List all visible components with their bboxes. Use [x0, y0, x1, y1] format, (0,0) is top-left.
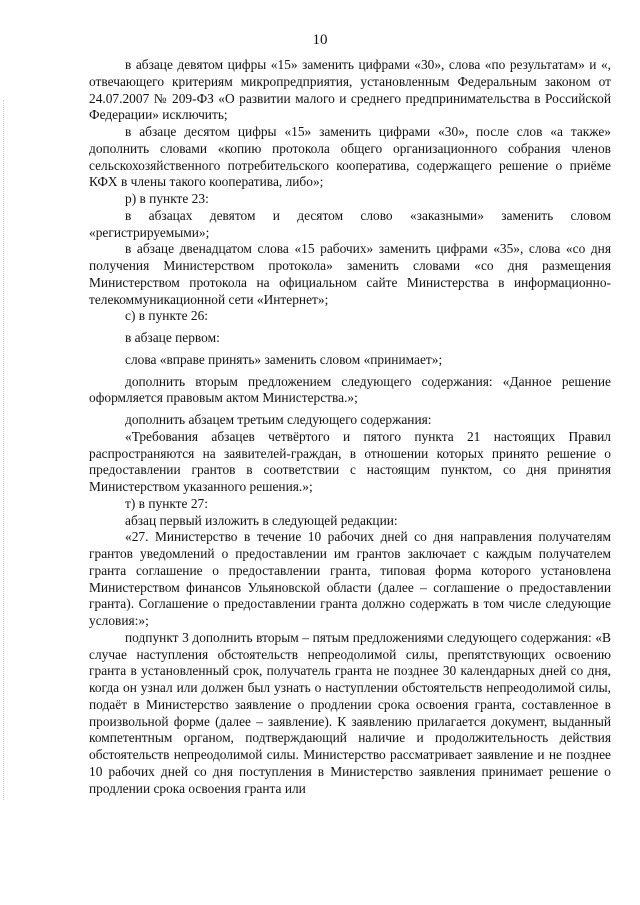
paragraph: слова «вправе принять» заменить словом «принимает»;	[125, 351, 443, 367]
paragraph: дополнить вторым предложением следующего содержания: «Данное решение оформляется правовым актом Министерства.»;	[89, 373, 611, 406]
paragraph: «Требования абзацев четвёртого и пятого пункта 21 настоящих Правил распространяются на заявителей-граждан, в отношении которых принято решение о предоставлении грантов в соответствии с настоящим пунктом, со дня принятия Министерством указанного решения.»;	[89, 428, 611, 494]
paragraph: т) в пункте 27:	[125, 495, 208, 511]
page-number: 10	[312, 32, 328, 48]
paragraph: дополнить абзацем третьим следующего содержания:	[125, 412, 432, 427]
paragraph: «27. Министерство в течение 10 рабочих дней со дня направления получателям грантов уведомлений о предоставлении им грантов заключает с каждым получателем гранта соглашение о предоставлении гранта, типовая форма которого установлена Министерством финансов Ульяновской области (далее – соглашение о предоставлении гранта). Соглашение о предоставлении гранта должно содержать в том числе следующие условия:»;	[89, 529, 611, 628]
document-body	[89, 57, 611, 797]
paragraph: подпункт 3 дополнить вторым – пятым предложениями следующего содержания: «В случае наступления обстоятельств непреодолимой силы, препятствующих освоению гранта в установленный срок, получатель гранта не позднее 30 календарных дней со дня, когда он узнал или должен был узнать о наступлении обстоятельств непреодолимой силы, подаёт в Министерство заявление о продлении срока освоения гранта, составленное в произвольной форме (далее – заявление). К заявлению прилагается документ, выданный компетентным органом, подтверждающий наличие и продолжительность действия обстоятельств непреодолимой силы. Министерство рассматривает заявление и не позднее 10 рабочих дней со дня поступления в Министерство заявления принимает решение о продлении срока освоения гранта или	[89, 629, 611, 796]
paragraph: с) в пункте 26:	[125, 308, 209, 324]
paragraph: в абзаце двенадцатом слова «15 рабочих» заменить цифрами «35», слова «со дня получения Министерством протокола» заменить словами «со дня размещения Министерством протокола на официальном сайте Министерства в информационно-телекоммуникационной сети «Интернет»;	[89, 241, 611, 307]
scan-margin-marks	[3, 100, 8, 800]
paragraph: р) в пункте 23:	[125, 191, 209, 206]
paragraph: в абзаце девятом цифры «15» заменить цифрами «30», слова «по результатам» и «, отвечающего критериям микропредприятия, установленным Федеральным законом от 24.07.2007 № 209-ФЗ «О развитии малого и среднего предпринимательства в Российской Федерации» исключить;	[89, 57, 611, 123]
paragraph: в абзаце первом:	[125, 330, 220, 345]
paragraph: абзац первый изложить в следующей редакции:	[125, 512, 398, 528]
paragraph: в абзаце десятом цифры «15» заменить цифрами «30», после слов «а также» дополнить словами «копию протокола общего организационного собрания членов сельскохозяйственного потребительского кооператива, содержащего решение о приёме КФХ в члены такого кооператива, либо»;	[89, 124, 611, 190]
paragraph: в абзацах девятом и десятом слово «заказными» заменить словом «регистрируемыми»;	[89, 207, 611, 240]
